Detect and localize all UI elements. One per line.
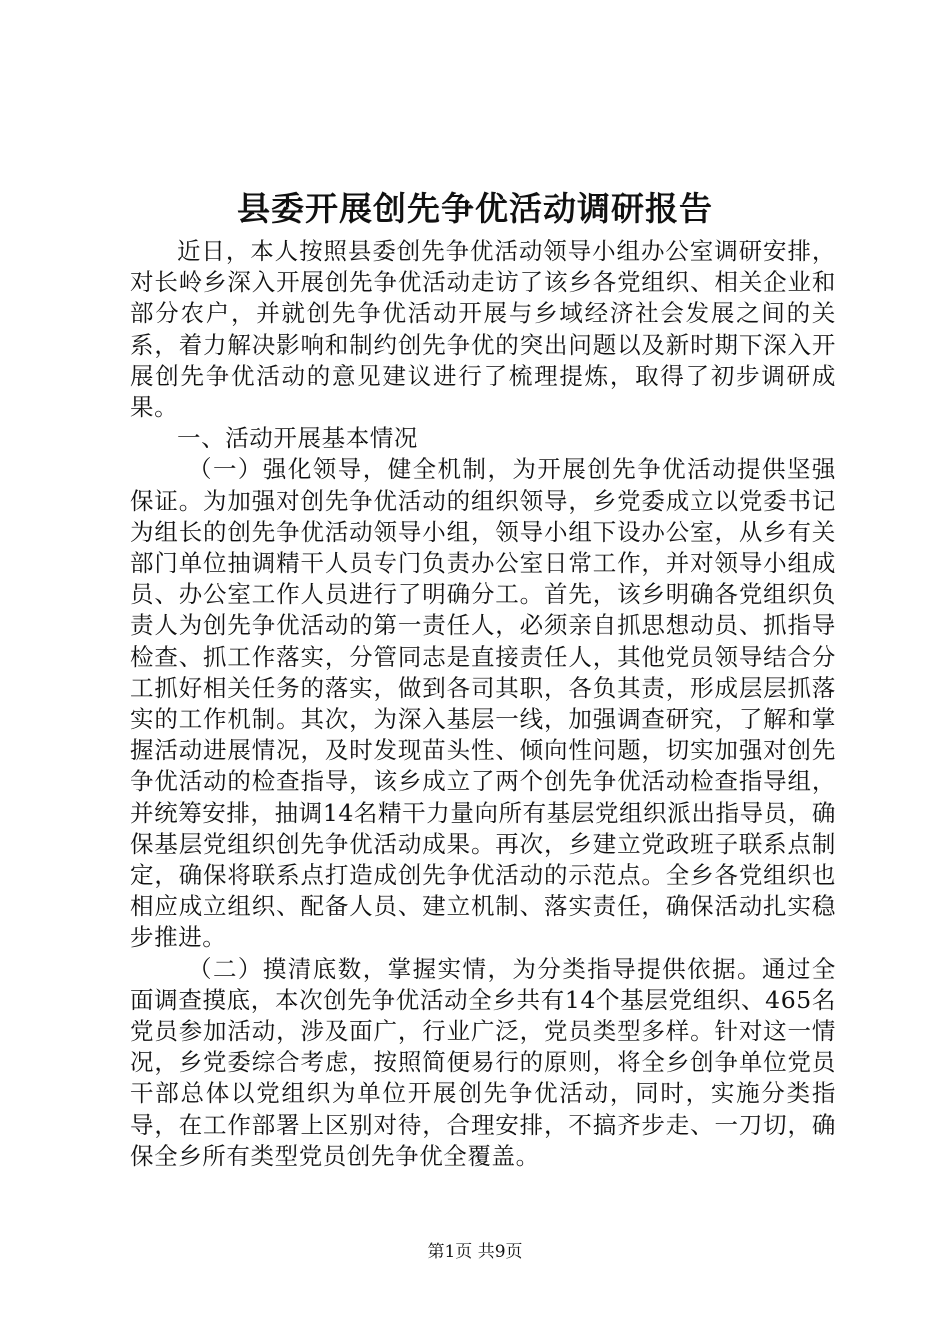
subsection-paragraph-2: （二）摸清底数，掌握实情，为分类指导提供依据。通过全面调查摸底，本次创先争优活动全乡共有14个基层党组织、465名党员参加活动，涉及面广，行业广泛，党员类型多样。针对这一情况，乡党委综合考虑，按照简便易行的原则，将全乡创争单位党员干部总体以党组织为单位开展创先争优活动，同时，实施分类指导，在工作部署上区别对待，合理安排，不搞齐步走、一刀切，确保全乡所有类型党员创先争优全覆盖。 (130, 954, 836, 1170)
intro-paragraph: 近日，本人按照县委创先争优活动领导小组办公室调研安排，对长岭乡深入开展创先争优活动走访了该乡各党组织、相关企业和部分农户，并就创先争优活动开展与乡域经济社会发展之间的关系，着力解决影响和制约创先争优的突出问题以及新时期下深入开展创先争优活动的意见建议进行了梳理提炼，取得了初步调研成果。 (130, 237, 836, 422)
section-heading: 一、活动开展基本情况 (177, 424, 418, 453)
document-body (130, 236, 836, 1172)
subsection-paragraph-1: （一）强化领导，健全机制，为开展创先争优活动提供坚强保证。为加强对创先争优活动的组织领导，乡党委成立以党委书记为组长的创先争优活动领导小组，领导小组下设办公室，从乡有关部门单位抽调精干人员专门负责办公室日常工作，并对领导小组成员、办公室工作人员进行了明确分工。首先，该乡明确各党组织负责人为创先争优活动的第一责任人，必须亲自抓思想动员、抓指导检查、抓工作落实，分管同志是直接责任人，其他党员领导结合分工抓好相关任务的落实，做到各司其职，各负其责，形成层层抓落实的工作机制。其次，为深入基层一线，加强调查研究，了解和掌握活动进展情况，及时发现苗头性、倾向性问题，切实加强对创先争优活动的检查指导，该乡成立了两个创先争优活动检查指导组，并统筹安排，抽调14名精干力量向所有基层党组织派出指导员，确保基层党组织创先争优活动成果。再次，乡建立党政班子联系点制定，确保将联系点打造成创先争优活动的示范点。全乡各党组织也相应成立组织、配备人员、建立机制、落实责任，确保活动扎实稳步推进。 (130, 455, 836, 952)
document-title: 县委开展创先争优活动调研报告 (237, 189, 713, 228)
page-footer: 第1页 共9页 (427, 1242, 523, 1262)
